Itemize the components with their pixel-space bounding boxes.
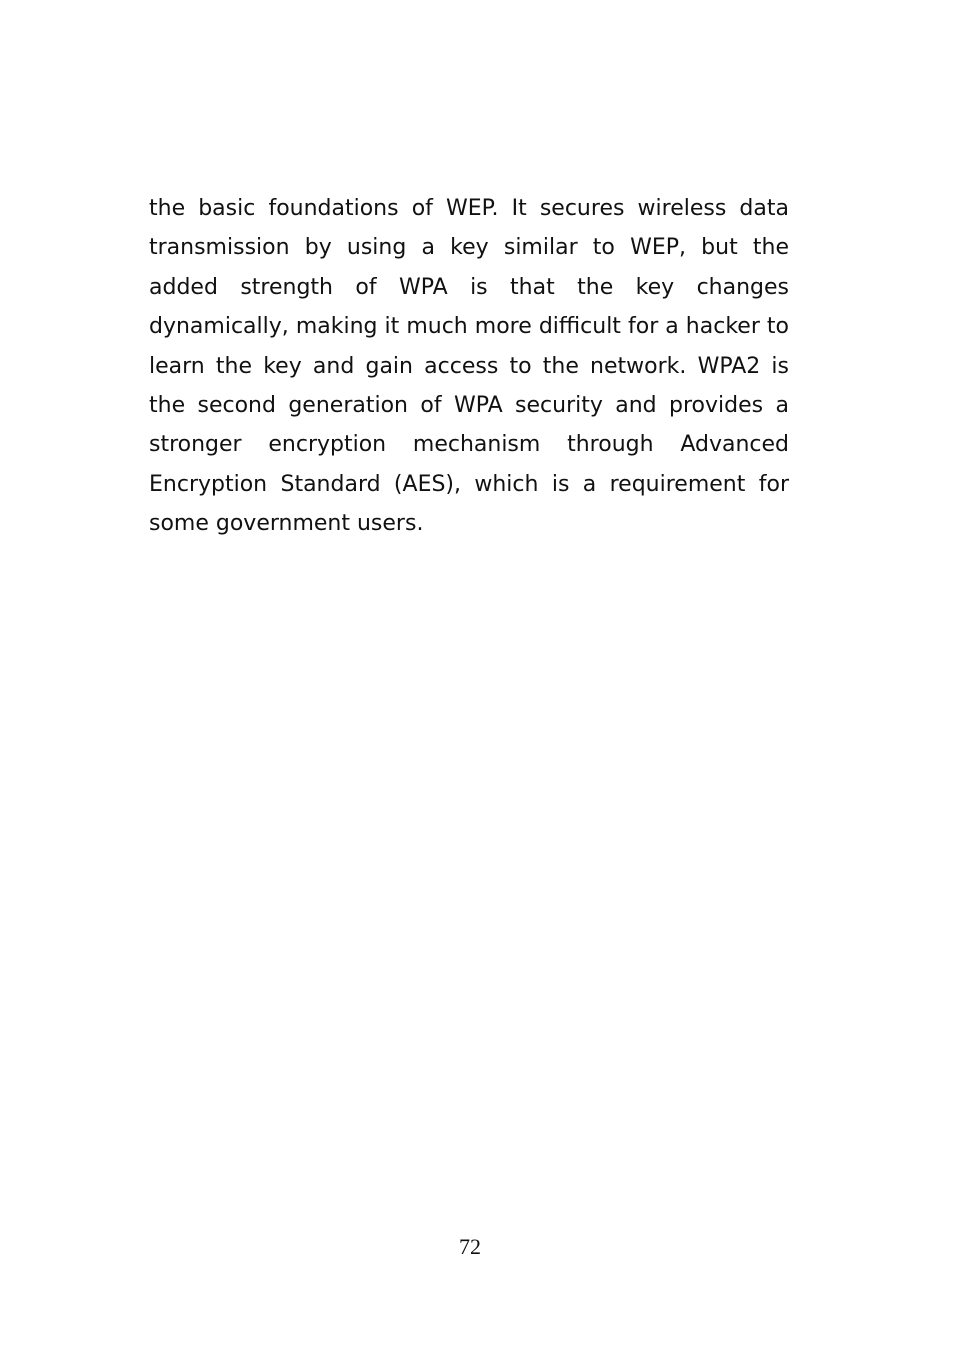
page-number: 72 <box>459 1234 481 1259</box>
body-paragraph: the basic foundations of WEP. It secures wireless data transmission by using a key similar to WEP, but the added strength of WPA is that the key changes dynamically, making it much more difficult for a hacker to learn the key and gain access to the network. WPA2 is the second generation of WPA security and provides a stronger encryption mechanism through Advanced Encryption Standard (AES), which is a requirement for some government users. <box>149 196 789 537</box>
